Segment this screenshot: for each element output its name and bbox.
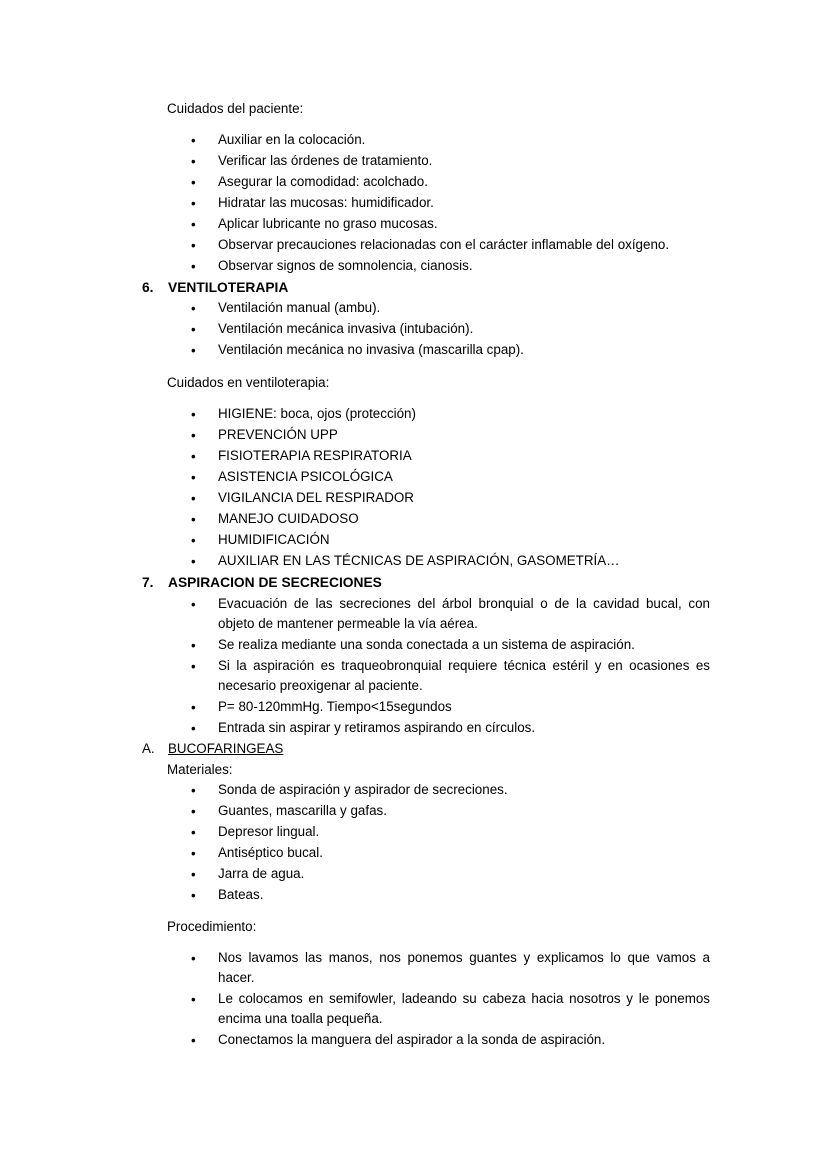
list-item: • Ventilación mecánica no invasiva (mascarilla cpap). <box>0 340 828 361</box>
bullet-icon <box>191 172 201 193</box>
list-item: • Verificar las órdenes de tratamiento. <box>0 151 828 172</box>
bullet-icon <box>191 948 201 969</box>
list-item: • MANEJO CUIDADOSO <box>0 509 828 530</box>
section-title: ASPIRACION DE SECRECIONES <box>168 575 382 590</box>
bullet-icon <box>191 594 201 615</box>
list-item: • Jarra de agua. <box>0 864 828 885</box>
list-item: • VIGILANCIA DEL RESPIRADOR <box>0 488 828 509</box>
bullet-icon <box>191 989 201 1010</box>
list-item: • Evacuación de las secreciones del árbol bronquial o de la cavidad bucal, con objeto de mantener permeable la vía aérea. <box>0 594 828 635</box>
bullet-icon <box>191 864 201 885</box>
bullet-icon <box>191 822 201 843</box>
bullet-icon <box>191 885 201 906</box>
bullet-icon <box>191 446 201 467</box>
section-title: VENTILOTERAPIA <box>168 280 289 295</box>
list-item: • Ventilación manual (ambu). <box>0 298 828 319</box>
bullet-icon <box>191 340 201 361</box>
cuidados-ventiloterapia-title: Cuidados en ventiloterapia: <box>167 375 330 390</box>
list-item: • Ventilación mecánica invasiva (intubación). <box>0 319 828 340</box>
bullet-icon <box>191 718 201 739</box>
subsection-title: BUCOFARINGEAS <box>168 741 284 756</box>
bullet-icon <box>191 780 201 801</box>
section-heading-aspiracion <box>142 572 382 593</box>
materiales-title: Materiales: <box>167 762 233 777</box>
list-item: • Antiséptico bucal. <box>0 843 828 864</box>
aspiracion-list <box>0 594 828 739</box>
list-item: • Le colocamos en semifowler, ladeando su cabeza hacia nosotros y le ponemos encima una toalla pequeña. <box>0 989 828 1030</box>
bullet-icon <box>191 235 201 256</box>
section-heading-ventiloterapia <box>142 277 288 298</box>
bullet-icon <box>191 298 201 319</box>
bullet-icon <box>191 635 201 656</box>
cuidados-paciente-title: Cuidados del paciente: <box>167 101 304 116</box>
list-item: • Guantes, mascarilla y gafas. <box>0 801 828 822</box>
list-item: • Aplicar lubricante no graso mucosas. <box>0 214 828 235</box>
list-item: • Bateas. <box>0 885 828 906</box>
bullet-icon <box>191 530 201 551</box>
list-item: • Si la aspiración es traqueobronquial requiere técnica estéril y en ocasiones es necesario preoxigenar al paciente. <box>0 656 828 697</box>
bullet-icon <box>191 151 201 172</box>
list-item: • Depresor lingual. <box>0 822 828 843</box>
list-item: • Hidratar las mucosas: humidificador. <box>0 193 828 214</box>
list-item: • Auxiliar en la colocación. <box>0 130 828 151</box>
procedimiento-title: Procedimiento: <box>167 919 257 934</box>
ventiloterapia-list <box>0 298 828 361</box>
bullet-icon <box>191 551 201 572</box>
list-item: • P= 80-120mmHg. Tiempo<15segundos <box>0 697 828 718</box>
list-item: • Asegurar la comodidad: acolchado. <box>0 172 828 193</box>
list-item: • AUXILIAR EN LAS TÉCNICAS DE ASPIRACIÓN, GASOMETRÍA… <box>0 551 828 572</box>
materiales-list <box>0 780 828 906</box>
list-item: • HUMIDIFICACIÓN <box>0 530 828 551</box>
bullet-icon <box>191 193 201 214</box>
bullet-icon <box>191 130 201 151</box>
list-item: • Se realiza mediante una sonda conectada a un sistema de aspiración. <box>0 635 828 656</box>
list-item: • Observar precauciones relacionadas con el carácter inflamable del oxígeno. <box>0 235 828 256</box>
subsection-heading-bucofaringeas <box>142 738 283 759</box>
bullet-icon <box>191 256 201 277</box>
section-number: 6. <box>142 280 154 295</box>
bullet-icon <box>191 404 201 425</box>
bullet-icon <box>191 697 201 718</box>
bullet-icon <box>191 1030 201 1051</box>
bullet-icon <box>191 467 201 488</box>
list-item: • Sonda de aspiración y aspirador de secreciones. <box>0 780 828 801</box>
list-item: • Entrada sin aspirar y retiramos aspirando en círculos. <box>0 718 828 739</box>
section-number: 7. <box>142 575 154 590</box>
bullet-icon <box>191 425 201 446</box>
bullet-icon <box>191 801 201 822</box>
list-item: • PREVENCIÓN UPP <box>0 425 828 446</box>
procedimiento-list <box>0 948 828 1051</box>
cuidados-paciente-list <box>0 130 828 277</box>
list-item: • Observar signos de somnolencia, cianosis. <box>0 256 828 277</box>
subsection-letter: A. <box>142 741 155 756</box>
cuidados-ventiloterapia-list <box>0 404 828 572</box>
list-item: • HIGIENE: boca, ojos (protección) <box>0 404 828 425</box>
list-item: • Conectamos la manguera del aspirador a la sonda de aspiración. <box>0 1030 828 1051</box>
bullet-icon <box>191 509 201 530</box>
list-item: • ASISTENCIA PSICOLÓGICA <box>0 467 828 488</box>
list-item: • FISIOTERAPIA RESPIRATORIA <box>0 446 828 467</box>
bullet-icon <box>191 214 201 235</box>
bullet-icon <box>191 319 201 340</box>
list-item: • Nos lavamos las manos, nos ponemos guantes y explicamos lo que vamos a hacer. <box>0 948 828 989</box>
bullet-icon <box>191 843 201 864</box>
bullet-icon <box>191 656 201 677</box>
bullet-icon <box>191 488 201 509</box>
